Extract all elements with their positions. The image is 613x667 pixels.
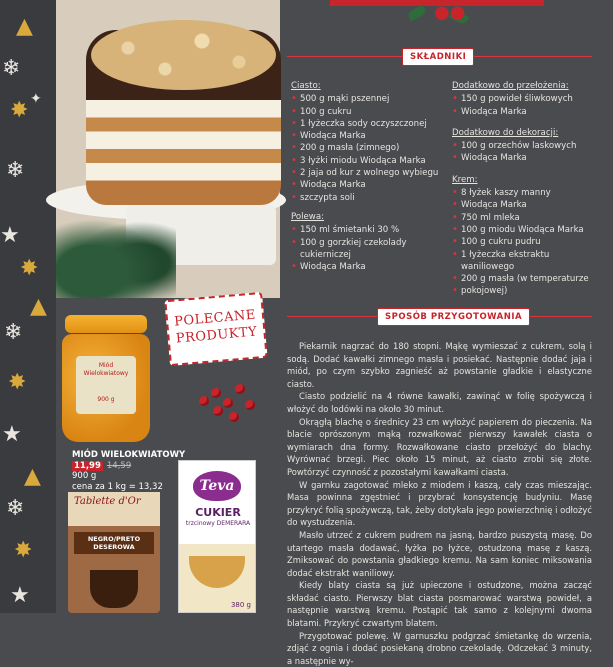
krem-list	[452, 187, 602, 298]
przelozenie-list	[452, 93, 602, 118]
dekoracja-list	[452, 140, 602, 165]
ciasto-list	[291, 93, 451, 204]
list-item: • 100 g cukru	[291, 106, 451, 118]
sugar-bowl	[189, 556, 245, 588]
price-old: 14,59	[106, 460, 132, 471]
list-item: • pokojowej)	[452, 285, 602, 297]
list-item: • 1 łyżeczka sody oczyszczonej	[291, 118, 451, 130]
star-icon: ✦	[30, 91, 42, 107]
dekoracja-heading: Dodatkowo do dekoracji:	[452, 127, 559, 138]
star-icon: ✸	[10, 98, 29, 123]
tree-icon: ▲	[24, 464, 41, 489]
hazelnut-topping	[91, 20, 276, 90]
list-item: • 3 łyżki miodu Wiodąca Marka	[291, 155, 451, 167]
jar-label	[76, 356, 136, 414]
honey-jar	[62, 310, 150, 445]
method-paragraph: Piekarnik nagrzać do 180 stopni. Mąkę wymieszać z cukrem, solą i sodą. Dodać kawałki zimnego masła i posiekać. Następnie dodać jaja i miód, po czym szybko zagnieść aż powstanie gładkie i elastyczne ciasto.	[287, 341, 592, 389]
method-text	[287, 340, 592, 667]
list-item: • 150 g powideł śliwkowych	[452, 93, 602, 105]
list-item: • Wiodąca Marka	[452, 152, 602, 164]
cake-photo	[56, 0, 280, 298]
list-item: • szczypta soli	[291, 192, 451, 204]
method-paragraph: Okrągłą blachę o średnicy 23 cm wyłożyć papierem do pieczenia. Na blacie oprószonym mąką rozwałkować pierwszy kawałek ciasta o wymiarach dna formy. Rozwałkowane ciasto przełożyć do blachy. Wyrównać brzegi. Piec około 15 minut, aż ciasto zrobi się złote. Powtórzyć czynność z pozostałymi kawałkami ciasta.	[287, 416, 592, 477]
method-paragraph: Masło utrzeć z cukrem pudrem na jasną, bardzo puszystą masę. Do utartego masła dodawać, łyżka po łyżce, ostudzoną masę z kaszą. Zmiksować do powstania gładkiego kremu. Na sam koniec miksowania dodać ekstrakt waniliowy.	[287, 529, 592, 578]
holly-berries-icon: ●●	[434, 2, 466, 23]
chocolate-cup	[90, 570, 138, 608]
list-item: • 200 g masła (zimnego)	[291, 142, 451, 154]
krem-heading: Krem:	[452, 174, 478, 185]
list-item: • 100 g orzechów laskowych	[452, 140, 602, 152]
method-header: SPOSÓB PRZYGOTOWANIA	[377, 308, 530, 326]
holly-leaf	[407, 5, 428, 22]
list-item: • 100 g cukru pudru	[452, 236, 602, 248]
product-title: MIÓD WIELOKWIATOWY	[72, 450, 186, 460]
jar-label-weight: 900 g	[97, 396, 115, 403]
list-item: • Wiodąca Marka	[291, 261, 451, 273]
list-item: • Wiodąca Marka	[452, 199, 602, 211]
snowflake-icon: ❄	[4, 320, 23, 345]
snowflake-icon: ❄	[6, 158, 25, 183]
recommended-products-badge	[164, 292, 267, 366]
badge-line: POLECANE	[173, 307, 257, 330]
list-item: • Wiodąca Marka	[291, 130, 451, 142]
jar-label-text: Miód Wielokwiatowy	[83, 362, 129, 377]
sugar-brand-logo: Teva	[193, 471, 241, 501]
polewa-list	[291, 224, 451, 273]
tree-icon: ▲	[30, 294, 47, 319]
list-item: • 150 ml śmietanki 30 %	[291, 224, 451, 236]
sugar-title: CUKIER	[195, 506, 241, 519]
chocolate-name: NEGRO/PRETO DESEROWA	[74, 532, 154, 554]
snowflake-icon: ❄	[2, 56, 21, 81]
price-new: 11,99	[74, 460, 101, 471]
star-icon: ★	[2, 422, 22, 447]
list-item: • 750 ml mleka	[452, 212, 602, 224]
badge-line: PRODUKTY	[175, 324, 258, 347]
star-icon: ✸	[20, 256, 39, 281]
list-item: • 2 jaja od kur z wolnego wybiegu	[291, 167, 451, 179]
sugar-package	[178, 460, 256, 613]
chocolate-package	[68, 492, 160, 613]
method-paragraph: Kiedy blaty ciasta są już upieczone i ostudzone, można zacząć składać ciasto. Pierwszy blat ciasta posmarować warstwą powideł, a następnie warstwą kremu. Postąpić tak samo z kolejnymi dwoma blatami. Przykryć czwartym blatem.	[287, 580, 592, 629]
star-icon: ★	[10, 583, 30, 608]
ingredients-right-column	[452, 80, 602, 298]
list-item: • Wiodąca Marka	[291, 179, 451, 191]
list-item: • 100 g miodu Wiodąca Marka	[452, 224, 602, 236]
ingredients-left-column	[291, 80, 451, 273]
decorative-strip	[0, 0, 56, 613]
list-item: • Wiodąca Marka	[452, 106, 602, 118]
list-item: • 500 g mąki pszennej	[291, 93, 451, 105]
method-paragraph: W garnku zagotować mleko z miodem i kaszą, cały czas mieszając. Masa powinna zgęstnieć i przybrać konsystencję budyniu. Masę przykryć folią spożywczą, tak, żeby dotykała jego powierzchnię i odłożyć do wystudzenia.	[287, 479, 592, 528]
snowflake-icon: ❄	[6, 496, 25, 521]
list-item: • 1 łyżeczka ekstraktu waniliowego	[452, 249, 602, 274]
method-paragraph: Ciasto podzielić na 4 równe kawałki, zawinąć w folię spożywczą i włożyć do lodówki na około 30 minut.	[287, 391, 592, 414]
star-icon: ✸	[14, 538, 33, 563]
polewa-heading: Polewa:	[291, 211, 324, 222]
rowan-berries	[195, 378, 265, 428]
tree-icon: ▲	[16, 14, 33, 39]
ciasto-heading: Ciasto:	[291, 81, 321, 91]
przelozenie-heading: Dodatkowo do przełożenia:	[452, 81, 569, 91]
star-icon: ★	[0, 223, 20, 248]
product-weight: 900 g	[72, 471, 97, 481]
star-icon: ✸	[8, 370, 27, 395]
honey-price-block	[72, 450, 185, 492]
pine-branch	[56, 210, 176, 298]
jar-lid	[65, 315, 147, 333]
list-item: • 8 łyżek kaszy manny	[452, 187, 602, 199]
ingredients-header: SKŁADNIKI	[402, 48, 474, 66]
unit-price: cena za 1 kg = 13,32	[72, 481, 163, 492]
method-paragraph: Przygotować polewę. W garnuszku podgrzać śmietankę do wrzenia, zdjąć z ognia i dodać posiekaną drobno czekoladę. Odczekać 3 minuty, a następnie wy-	[287, 630, 592, 666]
sugar-weight: 380 g	[230, 601, 251, 609]
list-item: • 200 g masła (w temperaturze	[452, 273, 602, 285]
sugar-subtitle: trzcinowy DEMERARA	[185, 520, 251, 527]
chocolate-brand: Tablette d'Or	[74, 496, 141, 507]
list-item: • 100 g gorzkiej czekolady cukierniczej	[291, 237, 451, 262]
